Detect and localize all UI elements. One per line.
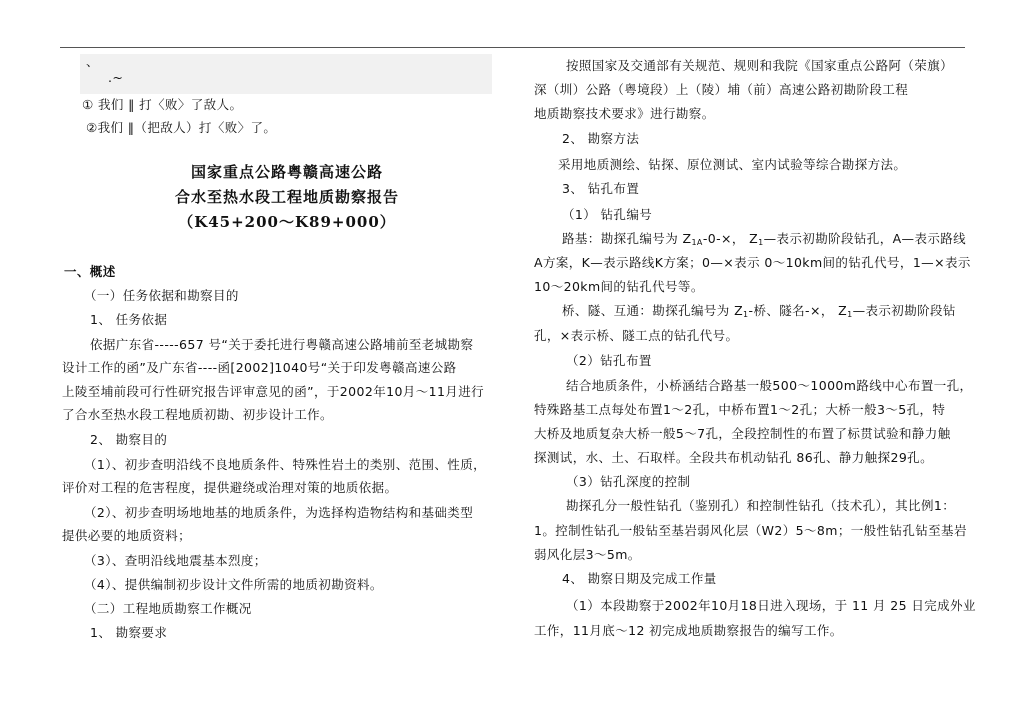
para-purpose-1b: 评价对工程的危害程度，提供避绕或治理对策的地质依据。	[62, 480, 398, 495]
para-arrangement-4: 探测试，水、土、石取样。全段共布机动钻孔 86孔、静力触探29孔。	[534, 450, 933, 465]
para-basis-3: 上陵至埔前段可行性研究报告评审意见的函”，于2002年10月～11月进行	[62, 384, 484, 399]
title-line-3: （K45+200～K89+000）	[178, 213, 396, 231]
para-arrangement-2: 特殊路基工点每处布置1～2孔，中桥布置1～2孔；大桥一般3～5孔，特	[534, 402, 946, 417]
roadbed-sub-1: 1A	[691, 238, 703, 247]
para-depth-1: 勘探孔分一般性钻孔（鉴别孔）和控制性钻孔（技术孔），其比例1：	[566, 498, 956, 513]
para-purpose-3: （3）、查明沿线地震基本烈度；	[84, 553, 267, 568]
para-arrangement-3: 大桥及地质复杂大桥一般5～7孔，全段控制性的布置了标贯试验和静力触	[534, 426, 951, 441]
para-depth-2: 1。控制性钻孔一般钻至基岩弱风化层（W2）5～8m；一般性钻孔钻至基岩	[534, 523, 967, 538]
para-roadbed-3: 10～20km间的钻孔代号等。	[534, 279, 704, 294]
section-task-basis: （一）任务依据和勘察目的	[84, 288, 239, 303]
para-basis-4: 了合水至热水段工程地质初勘、初步设计工作。	[62, 407, 333, 422]
para-req-1: 按照国家及交通部有关规范、规则和我院《国家重点公路阿（荣旗）	[566, 58, 954, 73]
para-dates-1: （1）本段勘察于2002年10月18日进入现场，于 11 月 25 日完成外业	[566, 598, 976, 613]
bridge-sub-1: 1	[743, 310, 749, 319]
subsection-survey-requirements: 1、 勘察要求	[90, 625, 168, 640]
para-method: 采用地质测绘、钻探、原位测试、室内试验等综合勘探方法。	[558, 157, 907, 172]
top-rule	[60, 47, 965, 48]
para-purpose-2b: 提供必要的地质资料；	[62, 528, 192, 543]
example-shade	[80, 54, 492, 94]
para-basis-1: 依据广东省-----657 号“关于委托进行粤赣高速公路埔前至老城勘察	[90, 337, 474, 352]
roadbed-text-b: -0-×， Z	[702, 231, 759, 246]
roadbed-text-c: —表示初勘阶段钻孔，A—表示路线	[763, 231, 967, 246]
title-line-2: 合水至热水段工程地质勘察报告	[174, 188, 399, 206]
bridge-text-b: -桥、隧名-×， Z	[748, 303, 848, 318]
section-survey-method: 2、 勘察方法	[562, 131, 640, 146]
bridge-text-c: —表示初勘阶段钻	[852, 303, 956, 318]
para-roadbed-1	[562, 229, 966, 247]
section-borehole-layout: 3、 钻孔布置	[562, 181, 640, 196]
para-req-2: 深（圳）公路（粤境段）上（陵）埔（前）高速公路初勘阶段工程	[534, 82, 909, 97]
para-arrangement-1: 结合地质条件，小桥涵结合路基一般500～1000m路线中心布置一孔，	[566, 378, 973, 393]
subsection-borehole-id: （1） 钻孔编号	[562, 207, 653, 222]
subsection-task-basis: 1、 任务依据	[90, 312, 168, 327]
example-1: ① 我们 ‖ 打〈败〉了敌人。	[82, 97, 243, 112]
tilde-mark: .~	[108, 70, 124, 85]
subsection-borehole-arrangement: （2）钻孔布置	[566, 353, 652, 368]
para-roadbed-2: A方案，K—表示路线K方案；0—×表示 0～10km间的钻孔代号，1—×表示	[534, 255, 971, 270]
para-req-3: 地质勘察技术要求》进行勘察。	[534, 106, 715, 121]
para-purpose-4: （4）、提供编制初步设计文件所需的地质初勘资料。	[84, 577, 383, 592]
example-2: ②我们 ‖（把敌人）打〈败〉了。	[86, 120, 277, 135]
bridge-text-a: 桥、隧、互通：勘探孔编号为 Z	[562, 303, 744, 318]
para-dates-2: 工作，11月底～12 初完成地质勘察报告的编写工作。	[534, 623, 843, 638]
roadbed-text-a: 路基：勘探孔编号为 Z	[562, 231, 692, 246]
section-overview: 一、概述	[64, 264, 116, 279]
para-bridge-2: 孔，×表示桥、隧工点的钻孔代号。	[534, 328, 739, 343]
subsection-purpose: 2、 勘察目的	[90, 432, 168, 447]
section-survey-overview: （二）工程地质勘察工作概况	[84, 601, 252, 616]
para-purpose-1a: （1）、初步查明沿线不良地质条件、特殊性岩土的类别、范围、性质，	[84, 457, 487, 472]
para-bridge-1	[562, 301, 956, 319]
subsection-depth-control: （3）钻孔深度的控制	[566, 474, 691, 489]
title-line-1: 国家重点公路粤赣高速公路	[190, 163, 383, 181]
bridge-sub-2: 1	[847, 310, 853, 319]
para-purpose-2a: （2）、初步查明场地地基的地质条件，为选择构造物结构和基础类型	[84, 505, 474, 520]
roadbed-sub-2: 1	[758, 238, 764, 247]
section-dates-workload: 4、 勘察日期及完成工作量	[562, 571, 717, 586]
para-depth-3: 弱风化层3～5m。	[534, 547, 641, 562]
report-title	[152, 161, 422, 232]
para-basis-2: 设计工作的函”及广东省----函[2002]1040号“关于印发粤赣高速公路	[62, 360, 457, 375]
tick-mark: 、	[86, 54, 99, 69]
